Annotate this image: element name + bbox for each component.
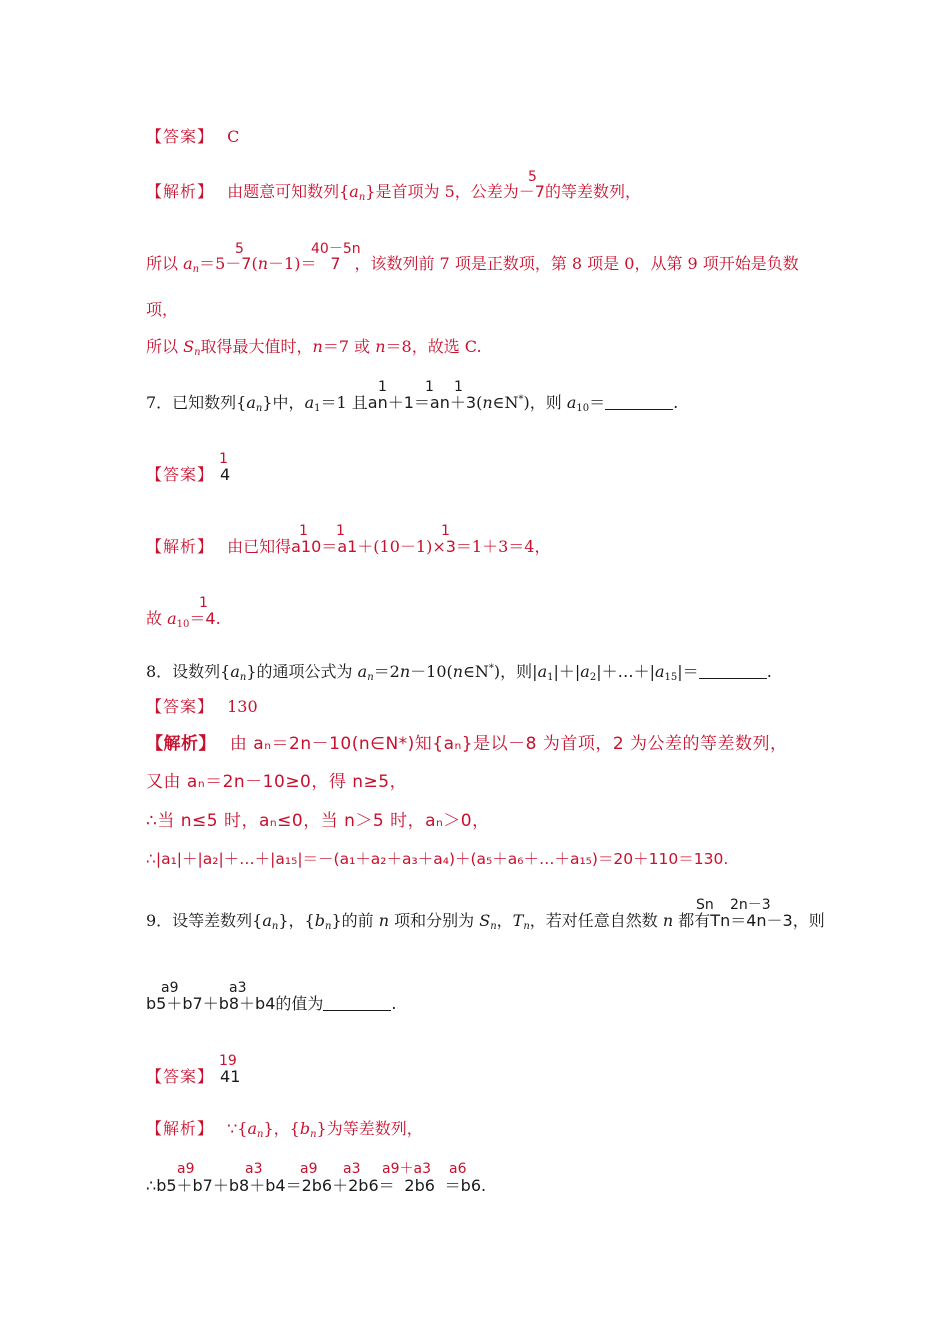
q8-answer-blank — [699, 664, 767, 679]
q7-conclusion-num: 1 — [199, 595, 208, 611]
q6-frac-denominator: 7 — [534, 182, 545, 201]
q7-answer-num: 1 — [219, 451, 228, 467]
q9-answer-blank — [323, 996, 391, 1011]
analysis-label: 【解析】 — [146, 182, 215, 201]
q8-analysis-line-1: 【解析】 由 aₙ＝2n－10(n∈N*)知{aₙ}是以－8 为首项，2 为公差的等差数列， — [146, 734, 788, 754]
q9-final-f1-num: a9 — [177, 1161, 195, 1177]
q9-frac2-num: 2n－3 — [730, 897, 771, 913]
q9-final-f4-num: a3 — [343, 1161, 361, 1177]
q6-answer-line — [146, 127, 239, 147]
q8-analysis-line-4: ∴|a₁|＋|a₂|＋…＋|a₁₅|＝－(a₁＋a₂＋a₃＋a₄)＋(a₅＋a₆＋…＋a₁₅)＝20＋110＝130. — [146, 850, 729, 868]
q6-frac-numerator: 5 — [528, 169, 537, 185]
q7-analysis-frac3-num: 1 — [441, 523, 450, 539]
q6-line2-frac1-num: 5 — [235, 241, 244, 257]
q7-answer-line: 【答案】 4 — [146, 465, 231, 484]
q9-line2-frac1-num: a9 — [161, 980, 179, 996]
q9-analysis-final: ∴b5＋b7＋b8＋b4＝2b6＋2b6＝ 2b6 ＝b6. — [146, 1176, 487, 1195]
q7-analysis-frac2-num: 1 — [336, 523, 345, 539]
q6-line2-frac2-num: 40－5n — [311, 241, 361, 257]
q7-stem: 7．已知数列$\{a_n\}$中，$a_1=1$ 且an＋1＝an＋3(n∈N*)，则 $a_{10}=$ . — [146, 393, 679, 414]
q9-stem: 9．设等差数列$\{a_n\}$，$\{b_n\}$的前 n 项和分别为 $S_n$，$T_n$，若对任意自然数 n 都有Tn＝4n－3，则 — [146, 911, 825, 932]
q6-analysis-line-4: 所以 $S_n$取得最大值时，n＝7 或 n＝8，故选 C. — [146, 337, 482, 358]
q9-final-f3-num: a9 — [300, 1161, 318, 1177]
q8-analysis-line-2: 又由 aₙ＝2n－10≥0，得 n≥5， — [146, 772, 408, 792]
q9-final-f6-num: a6 — [449, 1161, 467, 1177]
q7-answer-blank — [605, 395, 673, 410]
q8-analysis-line-3: ∴当 n≤5 时，aₙ≤0，当 n＞5 时，aₙ＞0， — [146, 811, 490, 831]
q9-final-f2-num: a3 — [245, 1161, 263, 1177]
q6-analysis-line-1: 【解析】 由题意可知数列$\{a_n\}$是首项为 5，公差为－7的等差数列， — [146, 182, 641, 203]
q7-frac2-num: 1 — [425, 379, 434, 395]
q7-answer-den: 4 — [220, 465, 231, 484]
q7-analysis-line: 【解析】 由已知得a10＝a1＋(10－1)×3＝1＋3＝4， — [146, 537, 551, 556]
q7-conclusion: 故 $a_{10}=4$. — [146, 609, 221, 630]
q9-analysis-line-1: 【解析】 $\because\{a_n\}$，$\{b_n\}$为等差数列， — [146, 1119, 423, 1140]
q8-stem: 8．设数列$\{a_n\}$的通项公式为 $a_n=2n-10(n\in N^*)$，则$|a_1|+|a_2|+\dots+|a_{15}|=$ . — [146, 662, 772, 683]
q7-analysis-frac1-num: 1 — [299, 523, 308, 539]
q9-frac1-num: Sn — [696, 897, 714, 913]
q7-frac1-num: 1 — [378, 379, 387, 395]
q9-answer-line: 【答案】 41 — [146, 1067, 241, 1086]
q9-answer-num: 19 — [219, 1053, 237, 1069]
q9-stem-line-2: b5＋b7＋b8＋b4的值为 . — [146, 994, 397, 1013]
q8-answer-line: 【答案】 130 — [146, 697, 258, 716]
q9-line2-frac2-num: a3 — [229, 980, 247, 996]
q6-answer-value: C — [227, 127, 240, 146]
q6-analysis-line-3: 项， — [146, 300, 179, 319]
answer-label: 【答案】 — [146, 127, 215, 146]
q9-final-f5-num: a9＋a3 — [382, 1161, 431, 1177]
q6-analysis-line-2: 所以 $a_n=5-7(n-1)= 7$ ，该数列前 7 项是正数项，第 8 项是 0，从第 9 项开始是负数 — [146, 254, 799, 275]
q7-frac3-num: 1 — [454, 379, 463, 395]
q8-answer-value: 130 — [227, 697, 258, 716]
q9-answer-den: 41 — [220, 1067, 241, 1086]
